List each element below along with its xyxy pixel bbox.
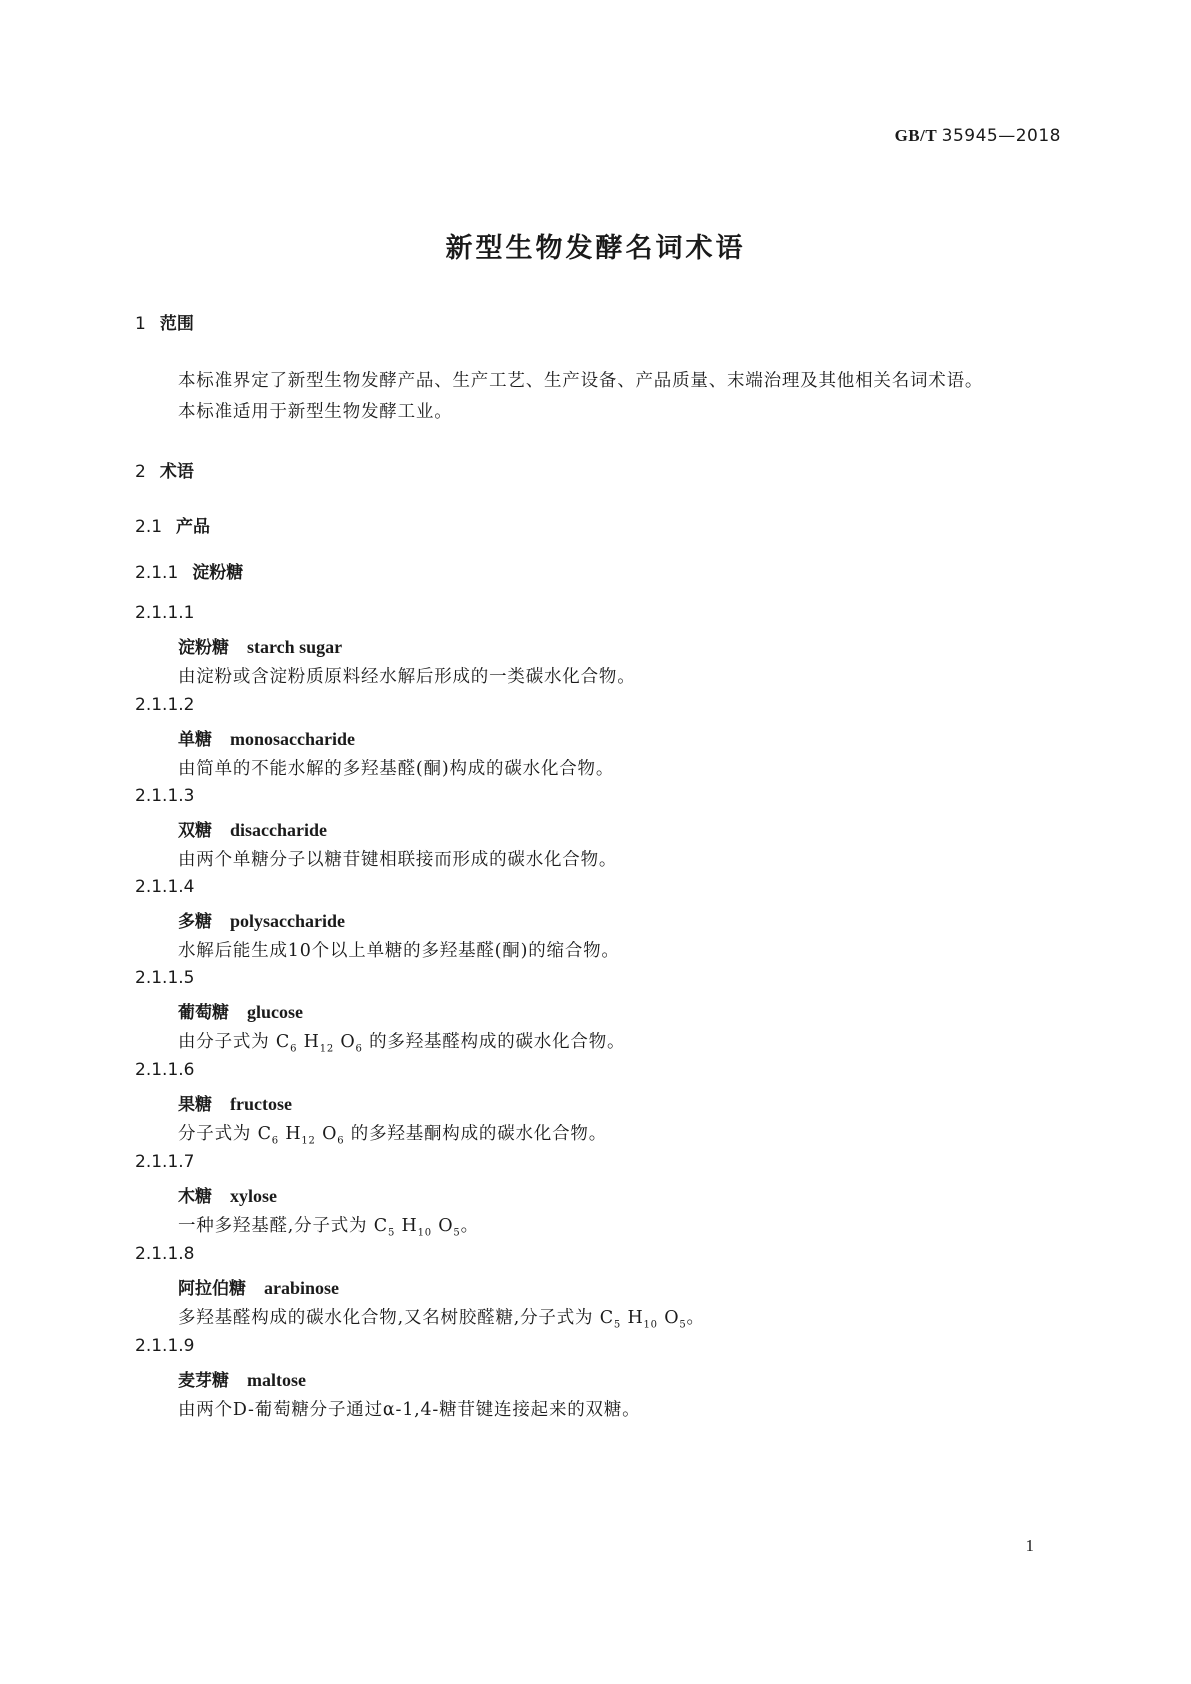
section-title: 淀粉糖 <box>192 563 244 583</box>
definition-text: 由分子式为 <box>178 1032 270 1052</box>
term-definition: 水解后能生成10个以上单糖的多羟基醛(酮)的缩合物。 <box>178 941 620 961</box>
chemical-formula: $C_5$ $H_{10}$ $O_5$ <box>599 1308 687 1331</box>
definition-text: 一种多羟基醛,分子式为 <box>178 1216 368 1236</box>
term-number: 2.1.1.5 <box>135 968 195 988</box>
term-name-en: disaccharide <box>230 820 327 840</box>
term-name <box>178 1090 292 1115</box>
definition-text: 的多羟基醛构成的碳水化合物。 <box>369 1032 626 1052</box>
term-number: 2.1.1.9 <box>135 1336 195 1356</box>
term-name <box>178 1274 339 1299</box>
term-name-en: polysaccharide <box>230 911 345 931</box>
section-2-1-heading <box>135 512 210 537</box>
standard-code-prefix: GB/T <box>894 126 937 145</box>
section-title: 术语 <box>159 462 194 482</box>
term-name-zh: 木糖 <box>178 1187 212 1207</box>
section-title: 范围 <box>159 314 194 334</box>
chemical-formula: $C_5$ $H_{10}$ $O_5$ <box>373 1216 461 1239</box>
term-definition <box>178 1212 479 1239</box>
term-name <box>178 816 327 841</box>
standard-code-number: 35945—2018 <box>941 126 1061 146</box>
standard-code <box>895 126 1061 146</box>
definition-text: 分子式为 <box>178 1124 252 1144</box>
definition-text: 。 <box>460 1216 479 1236</box>
term-name-zh: 单糖 <box>178 730 212 750</box>
term-definition: 由简单的不能水解的多羟基醛(酮)构成的碳水化合物。 <box>178 759 615 779</box>
term-name-en: fructose <box>230 1094 292 1114</box>
section-number: 1 <box>135 314 146 334</box>
chemical-formula: $C_6$ $H_{12}$ $O_6$ <box>257 1124 345 1147</box>
term-definition <box>178 1304 705 1331</box>
term-name-en: xylose <box>230 1186 277 1206</box>
section-number: 2.1.1 <box>135 563 179 583</box>
term-definition: 由两个D-葡萄糖分子通过α-1,4-糖苷键连接起来的双糖。 <box>178 1400 641 1420</box>
section-number: 2 <box>135 462 146 482</box>
term-name-zh: 麦芽糖 <box>178 1371 229 1391</box>
term-definition <box>178 1120 607 1147</box>
term-number: 2.1.1.3 <box>135 786 195 806</box>
term-definition: 由两个单糖分子以糖苷键相联接而形成的碳水化合物。 <box>178 850 618 870</box>
term-definition: 由淀粉或含淀粉质原料经水解后形成的一类碳水化合物。 <box>178 667 636 687</box>
section-title: 产品 <box>176 517 211 537</box>
term-name-zh: 双糖 <box>178 821 212 841</box>
definition-text: 多羟基醛构成的碳水化合物,又名树胶醛糖,分子式为 <box>178 1308 594 1328</box>
chemical-formula: $C_6$ $H_{12}$ $O_6$ <box>275 1032 363 1055</box>
scope-paragraph-1: 本标准界定了新型生物发酵产品、生产工艺、生产设备、产品质量、末端治理及其他相关名词术语。 <box>178 371 984 391</box>
term-name <box>178 998 303 1023</box>
term-name-en: monosaccharide <box>230 729 355 749</box>
term-number: 2.1.1.7 <box>135 1152 195 1172</box>
term-name-en: starch sugar <box>247 637 343 657</box>
term-name-en: glucose <box>247 1002 303 1022</box>
term-number: 2.1.1.2 <box>135 695 195 715</box>
page-number: 1 <box>1025 1536 1034 1555</box>
term-name <box>178 1366 306 1391</box>
section-2-heading <box>135 457 194 482</box>
document-title: 新型生物发酵名词术语 <box>445 233 746 264</box>
definition-text: 的多羟基酮构成的碳水化合物。 <box>350 1124 607 1144</box>
term-name-en: arabinose <box>264 1278 340 1298</box>
term-name-zh: 淀粉糖 <box>178 638 229 658</box>
term-name <box>178 907 345 932</box>
term-number: 2.1.1.4 <box>135 877 195 897</box>
term-name-zh: 多糖 <box>178 912 212 932</box>
term-name-en: maltose <box>247 1370 306 1390</box>
term-name <box>178 725 355 750</box>
term-number: 2.1.1.6 <box>135 1060 195 1080</box>
term-name <box>178 633 342 658</box>
section-1-heading <box>135 309 194 334</box>
term-definition <box>178 1028 625 1055</box>
term-number: 2.1.1.1 <box>135 603 195 623</box>
section-number: 2.1 <box>135 517 163 537</box>
scope-paragraph-2: 本标准适用于新型生物发酵工业。 <box>178 402 453 422</box>
term-name-zh: 葡萄糖 <box>178 1003 229 1023</box>
term-name-zh: 阿拉伯糖 <box>178 1279 246 1299</box>
term-name-zh: 果糖 <box>178 1095 212 1115</box>
term-number: 2.1.1.8 <box>135 1244 195 1264</box>
section-2-1-1-heading <box>135 558 243 583</box>
definition-text: 。 <box>686 1308 705 1328</box>
term-name <box>178 1182 277 1207</box>
